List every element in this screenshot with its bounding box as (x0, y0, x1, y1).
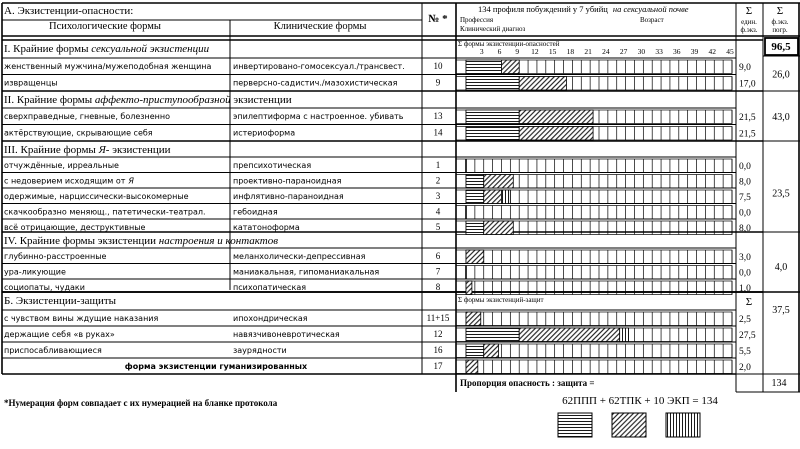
psych-form-cell: глубинно-расстроенные (4, 252, 107, 261)
section-title: III. Крайние формы Я- экзистенции (4, 144, 171, 156)
clinical-form-cell: гебоидная (233, 207, 278, 217)
profile-bar-segment (466, 360, 478, 374)
psych-form-cell: женственный мужчина/мужеподобная женщина (4, 62, 212, 71)
section-title: Б. Экзистенции-защиты (4, 295, 117, 307)
profile-bar-segment (501, 60, 519, 74)
psych-form-cell: сверхправедные, гневные, болезненно (4, 112, 171, 121)
sum-group-sub1: ф.экз. (771, 18, 789, 26)
scale-tick-label: 33 (655, 47, 663, 56)
scale-tick-label: 18 (566, 47, 575, 56)
section-title: II. Крайние формы аффекто-приступообразной экзистенции (4, 94, 292, 106)
profession-label: Профессия (460, 16, 494, 24)
single-sum-cell: 21,5 (739, 113, 756, 123)
group-sum-cell: 96,5 (771, 41, 791, 53)
form-number-cell: 1 (435, 160, 441, 170)
clinical-form-cell: маниакальная, гипоманиакальная (233, 267, 380, 277)
psych-form-cell: форма экзистенции гуманизированных (124, 362, 308, 371)
profile-bar-segment (466, 77, 519, 91)
section-title: IV. Крайние формы экзистенции настроения и контактов (4, 235, 279, 247)
profile-bar-segment (519, 110, 593, 124)
psych-form-cell: ура-ликующие (4, 267, 66, 277)
profile-grid-row (456, 250, 732, 264)
single-sum-cell: 1,0 (739, 284, 751, 294)
single-sum-cell: 21,5 (739, 129, 756, 140)
psych-form-cell: скачкообразно меняющ., патетически-театрал. (4, 207, 206, 217)
num-header: № * (428, 13, 448, 25)
group-sum-cell: 23,5 (772, 188, 790, 200)
psych-form-cell: всё отрицающие, деструктивные (4, 223, 146, 232)
clinical-form-cell: навязчивоневротическая (233, 330, 340, 339)
diagonal-hatch-swatch (612, 413, 646, 437)
clinical-form-cell: кататоноформа (233, 223, 300, 232)
form-number-cell: 16 (433, 345, 443, 355)
psych-form-cell: отчуждённые, ирреальные (4, 161, 119, 170)
clinical-forms-header: Клинические формы (273, 21, 367, 32)
profile-title: 134 профиля побуждений у 7 убийц на сексуальной почве (478, 4, 689, 14)
form-number-cell: 17 (433, 361, 443, 371)
form-number-cell: 4 (435, 206, 441, 217)
sum-single-sub2: ф.экз. (740, 26, 758, 34)
clinical-form-cell: препсихотическая (233, 161, 312, 170)
psych-form-cell: актёрствующие, скрывающие себя (4, 128, 153, 138)
total-value: 134 (771, 378, 787, 389)
psych-form-cell: социопаты, чудаки (4, 283, 85, 292)
age-label: Возраст (640, 16, 664, 24)
single-sum-cell: 3,0 (739, 253, 751, 263)
profile-bar-segment (466, 190, 484, 204)
single-sum-cell: 27,5 (739, 331, 756, 341)
scale-tick-label: 42 (708, 47, 717, 56)
sum-single-sign: Σ (745, 5, 753, 17)
profile-bar-segment (466, 110, 519, 124)
scale-tick-label: 45 (726, 47, 734, 56)
form-number-cell: 3 (435, 191, 441, 201)
form-number-cell: 12 (433, 329, 443, 339)
form-number-cell: 10 (433, 61, 443, 71)
profile-bar-segment (519, 328, 619, 342)
clinical-form-cell: инфлятивно-параноидная (233, 192, 344, 201)
psych-form-cell: приспосабливающиеся (4, 346, 102, 355)
psych-form-cell: с чувством вины ждущие наказания (4, 314, 159, 323)
scale-tick-label: 39 (690, 47, 699, 56)
scale-tick-label: 30 (637, 47, 646, 56)
section-title: I. Крайние формы сексуальной экзистенции (4, 43, 210, 55)
scale-tick-label: 3 (479, 47, 484, 56)
psych-forms-header: Психологические формы (49, 21, 161, 32)
group-sum-cell: 37,5 (772, 305, 790, 316)
profile-grid-row (456, 206, 732, 220)
group-sum-cell: 26,0 (772, 69, 790, 81)
scale-tick-label: 12 (531, 47, 539, 56)
form-number-cell: 11+15 (426, 313, 450, 323)
form-number-cell: 6 (435, 251, 441, 261)
profile-grid-row (456, 159, 732, 173)
single-sum-cell: 8,0 (739, 224, 751, 234)
profile-bar-segment (466, 328, 519, 342)
clinical-form-cell: психопатическая (233, 283, 307, 292)
proportion-label: Пропорция опасность : защита = (460, 378, 595, 388)
profile-bar-segment (620, 328, 629, 342)
single-sum-cell: 2,0 (739, 363, 751, 373)
profile-bar-segment (466, 312, 481, 326)
form-number-cell: 8 (435, 282, 441, 292)
profile-grid-row (456, 312, 732, 326)
profile-bar-segment (466, 60, 501, 74)
form-number-cell: 9 (435, 77, 441, 88)
psych-form-cell: одержимые, нарциссически-высокомерные (4, 192, 189, 201)
vertical-hatch-swatch (666, 413, 700, 437)
profile-bar-segment (484, 175, 514, 189)
single-sum-cell: 2,5 (739, 315, 751, 325)
form-number-cell: 14 (433, 127, 443, 138)
profile-bar-segment (519, 127, 593, 141)
clinical-form-cell: ипохондрическая (233, 314, 308, 323)
form-number-cell: 2 (435, 175, 441, 186)
form-number-cell: 5 (435, 222, 441, 232)
group-sum-cell: 43,0 (772, 112, 790, 123)
sum-group-sub2: погр. (772, 26, 788, 34)
clinical-form-cell: истериоформа (233, 128, 296, 138)
profile-bar-segment (466, 221, 484, 235)
sum-group-sign: Σ (776, 5, 784, 17)
clinical-form-cell: инвертировано-гомосексуал./трансвест. (233, 62, 405, 71)
group-sum-cell: 4,0 (774, 262, 788, 273)
form-number-cell: 13 (433, 111, 443, 121)
scale-tick-label: 36 (673, 47, 681, 56)
profile-bar-segment (501, 190, 510, 204)
single-sum-cell: 8,0 (739, 177, 751, 188)
sum-single-sub1: един. (741, 18, 757, 26)
single-sum-cell: 9,0 (739, 63, 751, 73)
profile-bar-segment (466, 250, 484, 264)
scale-tick-label: 9 (515, 47, 520, 56)
form-number-cell: 7 (435, 266, 441, 277)
single-sum-cell: 0,0 (739, 162, 751, 172)
clinical-form-cell: эпилептиформа с настроенное. убивать (233, 112, 404, 121)
profile-grid-row (456, 360, 732, 374)
clinical-form-cell: меланхолически-депрессивная (233, 252, 366, 261)
scale-tick-label: 21 (584, 47, 592, 56)
single-sum-cell: 17,0 (739, 79, 756, 90)
section-a-title: А. Экзистенции-опасности: (4, 5, 134, 17)
profile-bar-segment (484, 221, 514, 235)
psych-form-cell: с недоверием исходящим от Я (4, 176, 134, 186)
profile-bar-segment (519, 77, 566, 91)
scale-tick-label: 27 (619, 47, 628, 56)
psych-form-cell: извращенцы (4, 78, 58, 88)
profile-bar-segment (466, 344, 484, 358)
single-sum-cell: 7,5 (739, 193, 751, 203)
single-sum-cell: 0,0 (739, 268, 751, 279)
defense-scale-label: Σ формы экзистенций-защит (458, 296, 544, 304)
clinical-form-cell: заурядности (233, 346, 287, 355)
single-sum-cell: 0,0 (739, 208, 751, 219)
profile-grid-row (456, 266, 732, 280)
footnote: *Нумерация форм совпадает с их нумерацией на бланке протокола (4, 398, 278, 408)
psych-form-cell: держащие себя «в руках» (4, 330, 115, 339)
horizontal-hatch-swatch (558, 413, 592, 437)
profile-bar-segment (466, 127, 519, 141)
profile-bar-segment (466, 281, 472, 295)
formula: 62ППП + 62ТПК + 10 ЭКП = 134 (562, 395, 718, 407)
profile-bar-segment (484, 344, 499, 358)
defense-sum-sign: Σ (745, 296, 753, 308)
profile-bar-segment (466, 175, 484, 189)
profile-bar-segment (484, 190, 502, 204)
scale-tick-label: 24 (602, 47, 610, 56)
scale-label: Σ формы экзистенции-опасностей (458, 40, 560, 48)
clinical-form-cell: перверсно-садистич./мазохистическая (233, 78, 398, 88)
clinical-form-cell: проективно-параноидная (233, 176, 342, 186)
scale-tick-label: 15 (548, 47, 557, 56)
single-sum-cell: 5,5 (739, 347, 751, 357)
diagnosis-label: Клинический диагноз (460, 25, 526, 33)
scale-tick-label: 6 (497, 47, 502, 56)
